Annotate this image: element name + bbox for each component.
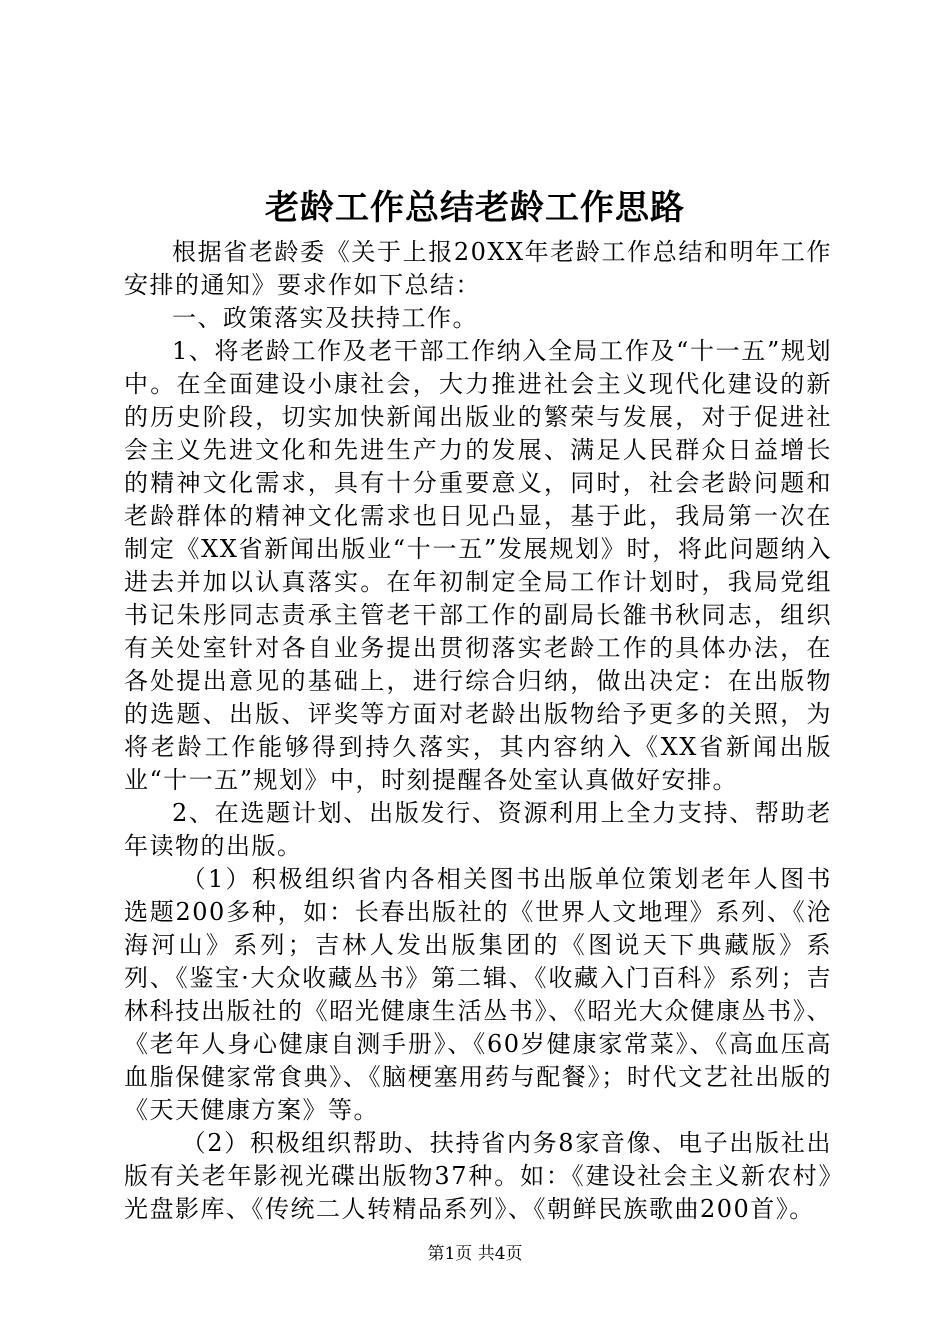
paragraph-item-1: 1、将老龄工作及老干部工作纳入全局工作及“十一五”规划中。在全面建设小康社会，大力推进社会主义现代化建设的新的历史阶段，切实加快新闻出版业的繁荣与发展，对于促进社会主义先进文化和先进生产力的发展、满足人民群众日益增长的精神文化需求，具有十分重要意义，同时，社会老龄问题和老龄群体的精神文化需求也日见凸显，基于此，我局第一次在制定《XX省新闻出版业“十一五”发展规划》时，将此问题纳入进去并加以认真落实。在年初制定全局工作计划时，我局党组书记朱彤同志责承主管老干部工作的副局长雒书秋同志，组织有关处室针对各自业务提出贯彻落实老龄工作的具体办法，在各处提出意见的基础上，进行综合归纳，做出决定：在出版物的选题、出版、评奖等方面对老龄出版物给予更多的关照，为将老龄工作能够得到持久落实，其内容纳入《XX省新闻出版业“十一五”规划》中，时刻提醒各处室认真做好安排。 — [124, 337, 832, 794]
document-body — [124, 236, 832, 1226]
paragraph-section-heading: 一、政策落实及扶持工作。 — [172, 304, 478, 332]
page-footer: 第1页 共4页 — [427, 1244, 523, 1264]
document-title: 老龄工作总结老龄工作思路 — [265, 188, 685, 228]
paragraph-intro: 根据省老龄委《关于上报20XX年老龄工作总结和明年工作安排的通知》要求作如下总结： — [124, 238, 832, 299]
paragraph-subitem-1: （1）积极组织省内各相关图书出版单位策划老年人图书选题200多种，如：长春出版社的《世界人文地理》系列、《沧海河山》系列；吉林人发出版集团的《图说天下典藏版》系列、《鉴宝·大众收藏丛书》第二辑、《收藏入门百科》系列；吉林科技出版社的《昭光健康生活丛书》、《昭光大众健康丛书》、《老年人身心健康自测手册》、《60岁健康家常菜》、《高血压高血脂保健家常食典》、《脑梗塞用药与配餐》；时代文艺社出版的《天天健康方案》等。 — [124, 865, 832, 1124]
paragraph-subitem-2: （2）积极组织帮助、扶持省内务8家音像、电子出版社出版有关老年影视光碟出版物37种。如：《建设社会主义新农村》光盘影库、《传统二人转精品系列》、《朝鲜民族歌曲200首》。 — [124, 1129, 832, 1223]
paragraph-item-2: 2、在选题计划、出版发行、资源利用上全力支持、帮助老年读物的出版。 — [124, 799, 832, 860]
